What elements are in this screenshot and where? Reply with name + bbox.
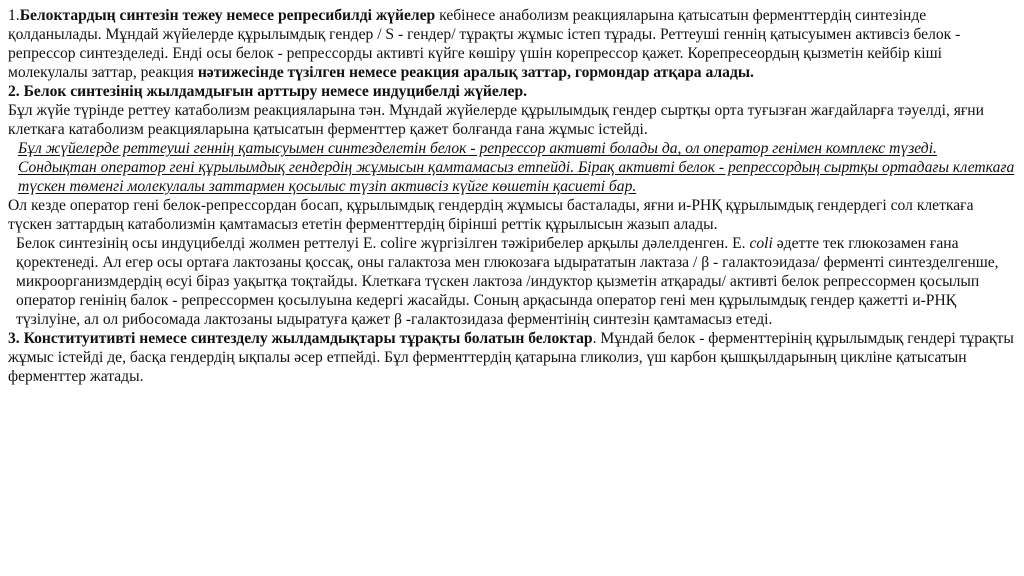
section-1-number: 1.: [8, 7, 20, 24]
section-1-text: кебінесе анаболизм реакцияларына қатысатын ферменттердің синтезінде қолданылады. Мұндай жүйелерде құрылымдық гендер / S - гендер/ тұрақты жұмыс істеп тұрады. Реттеуші геннің қатысуымен активсіз белок - репрессор синтезделеді. Енді осы белок - репрессорды активті күйге көшіру үшін корепрессор қажет. Корепресеордың қызметін кейбір кіші молекулалы заттар, реакция: [8, 7, 961, 81]
section-1-paragraph: [8, 6, 1016, 82]
section-2-paragraph-3: Ол кезде оператор гені белок-репрессордан босап, құрылымдық гендердің жұмысы басталады, яғни и-РНҚ құрылымдық гендердегі сол клеткаға түскен заттардың катаболизмін қамтамасыз ететін ферменттердің бірінші реттік құрылысын жазып алады.: [8, 197, 974, 233]
section-2-paragraph-2: [8, 139, 1016, 196]
section-2-paragraph-4: [8, 234, 1016, 329]
section-2-title: 2. Белок синтезінің жылдамдығын арттыру немесе индуцибелді жүйелер.: [8, 83, 528, 100]
section-2-underlined-text: Бұл жүйелерде реттеуші геннің қатысуымен синтезделетін белок - репрессор активті болады да, ол оператор генімен комплекс түзеді. Сондықтан оператор гені құрылымдық гендердің жұмысын қамтамасыз етпейді. Бірақ активті белок - репрессордың сыртқы ортадағы клеткаға түскен төменгі молекулалы заттармен қосылыс түзіп активсіз күйге көшетін қасиеті бар.: [18, 140, 1015, 195]
section-3-title: 3. Конституитивті немесе синтезделу жылдамдықтары тұрақты болатын белоктар: [8, 330, 593, 347]
section-2-paragraph-4-text-b: әдетте тек глюкозамен ғана қоректенеді. Ал егер осы ортаға лактозаны қоссақ, оны галактоза мен глюкозаға ыдырататын лактаза / β - галактоэидаза/ ферменті синтезделгенше, микроорганизмдердің өсуі біраз уақытқа тоқтайды. Клеткаға түскен лактоза /индуктор қызметін атқарады/ активті белок репрессормен қосылып оператор генінің балок - репрессормен қосылуына кедергі жасайды. Соның арқасында оператор гені мен құрылымдық гендер қажетті и-РНҚ түзілуіне, ал ол рибосомада лактозаны ыдыратуға қажет β -галактозидаза ферментінің синтезін қамтамасыз етеді.: [16, 235, 999, 328]
section-2-paragraph-4-italic: coli: [749, 235, 773, 252]
section-1-bold-text: нәтижесінде түзілген немесе реакция аралық заттар, гормондар атқара алады.: [197, 64, 754, 81]
section-3-text: . Мұндай белок - ферменттерінің құрылымдық гендері тұрақты жұмыс істейді де, басқа гендердің ықпалы әсер етпейді. Бұл ферменттердің қатарына гликолиз, үш карбон қышқылдарының цикліне қатысатын ферменттер жатады.: [8, 330, 1014, 385]
section-3-paragraph: [8, 329, 1016, 386]
section-2-paragraph-4-text-a: Белок синтезінің осы индуцибелді жолмен реттелуі Е. coliге жүргізілген тәжірибелер арқылы дәлелденген. Е.: [16, 235, 750, 252]
section-1-title: Белоктардың синтезін тежеу немесе репресибилді жүйелер: [19, 7, 436, 24]
section-2-paragraph-1: Бұл жүйе түрінде реттеу катаболизм реакцияларына тән. Мұндай жүйелерде құрылымдық гендер сыртқы орта туғызған жағдайларға тәуелді, яғни клеткаға катаболизм реакцияларына қатысатын ферменттер қажет болғанда ғана жұмыс істейді.: [8, 102, 984, 138]
